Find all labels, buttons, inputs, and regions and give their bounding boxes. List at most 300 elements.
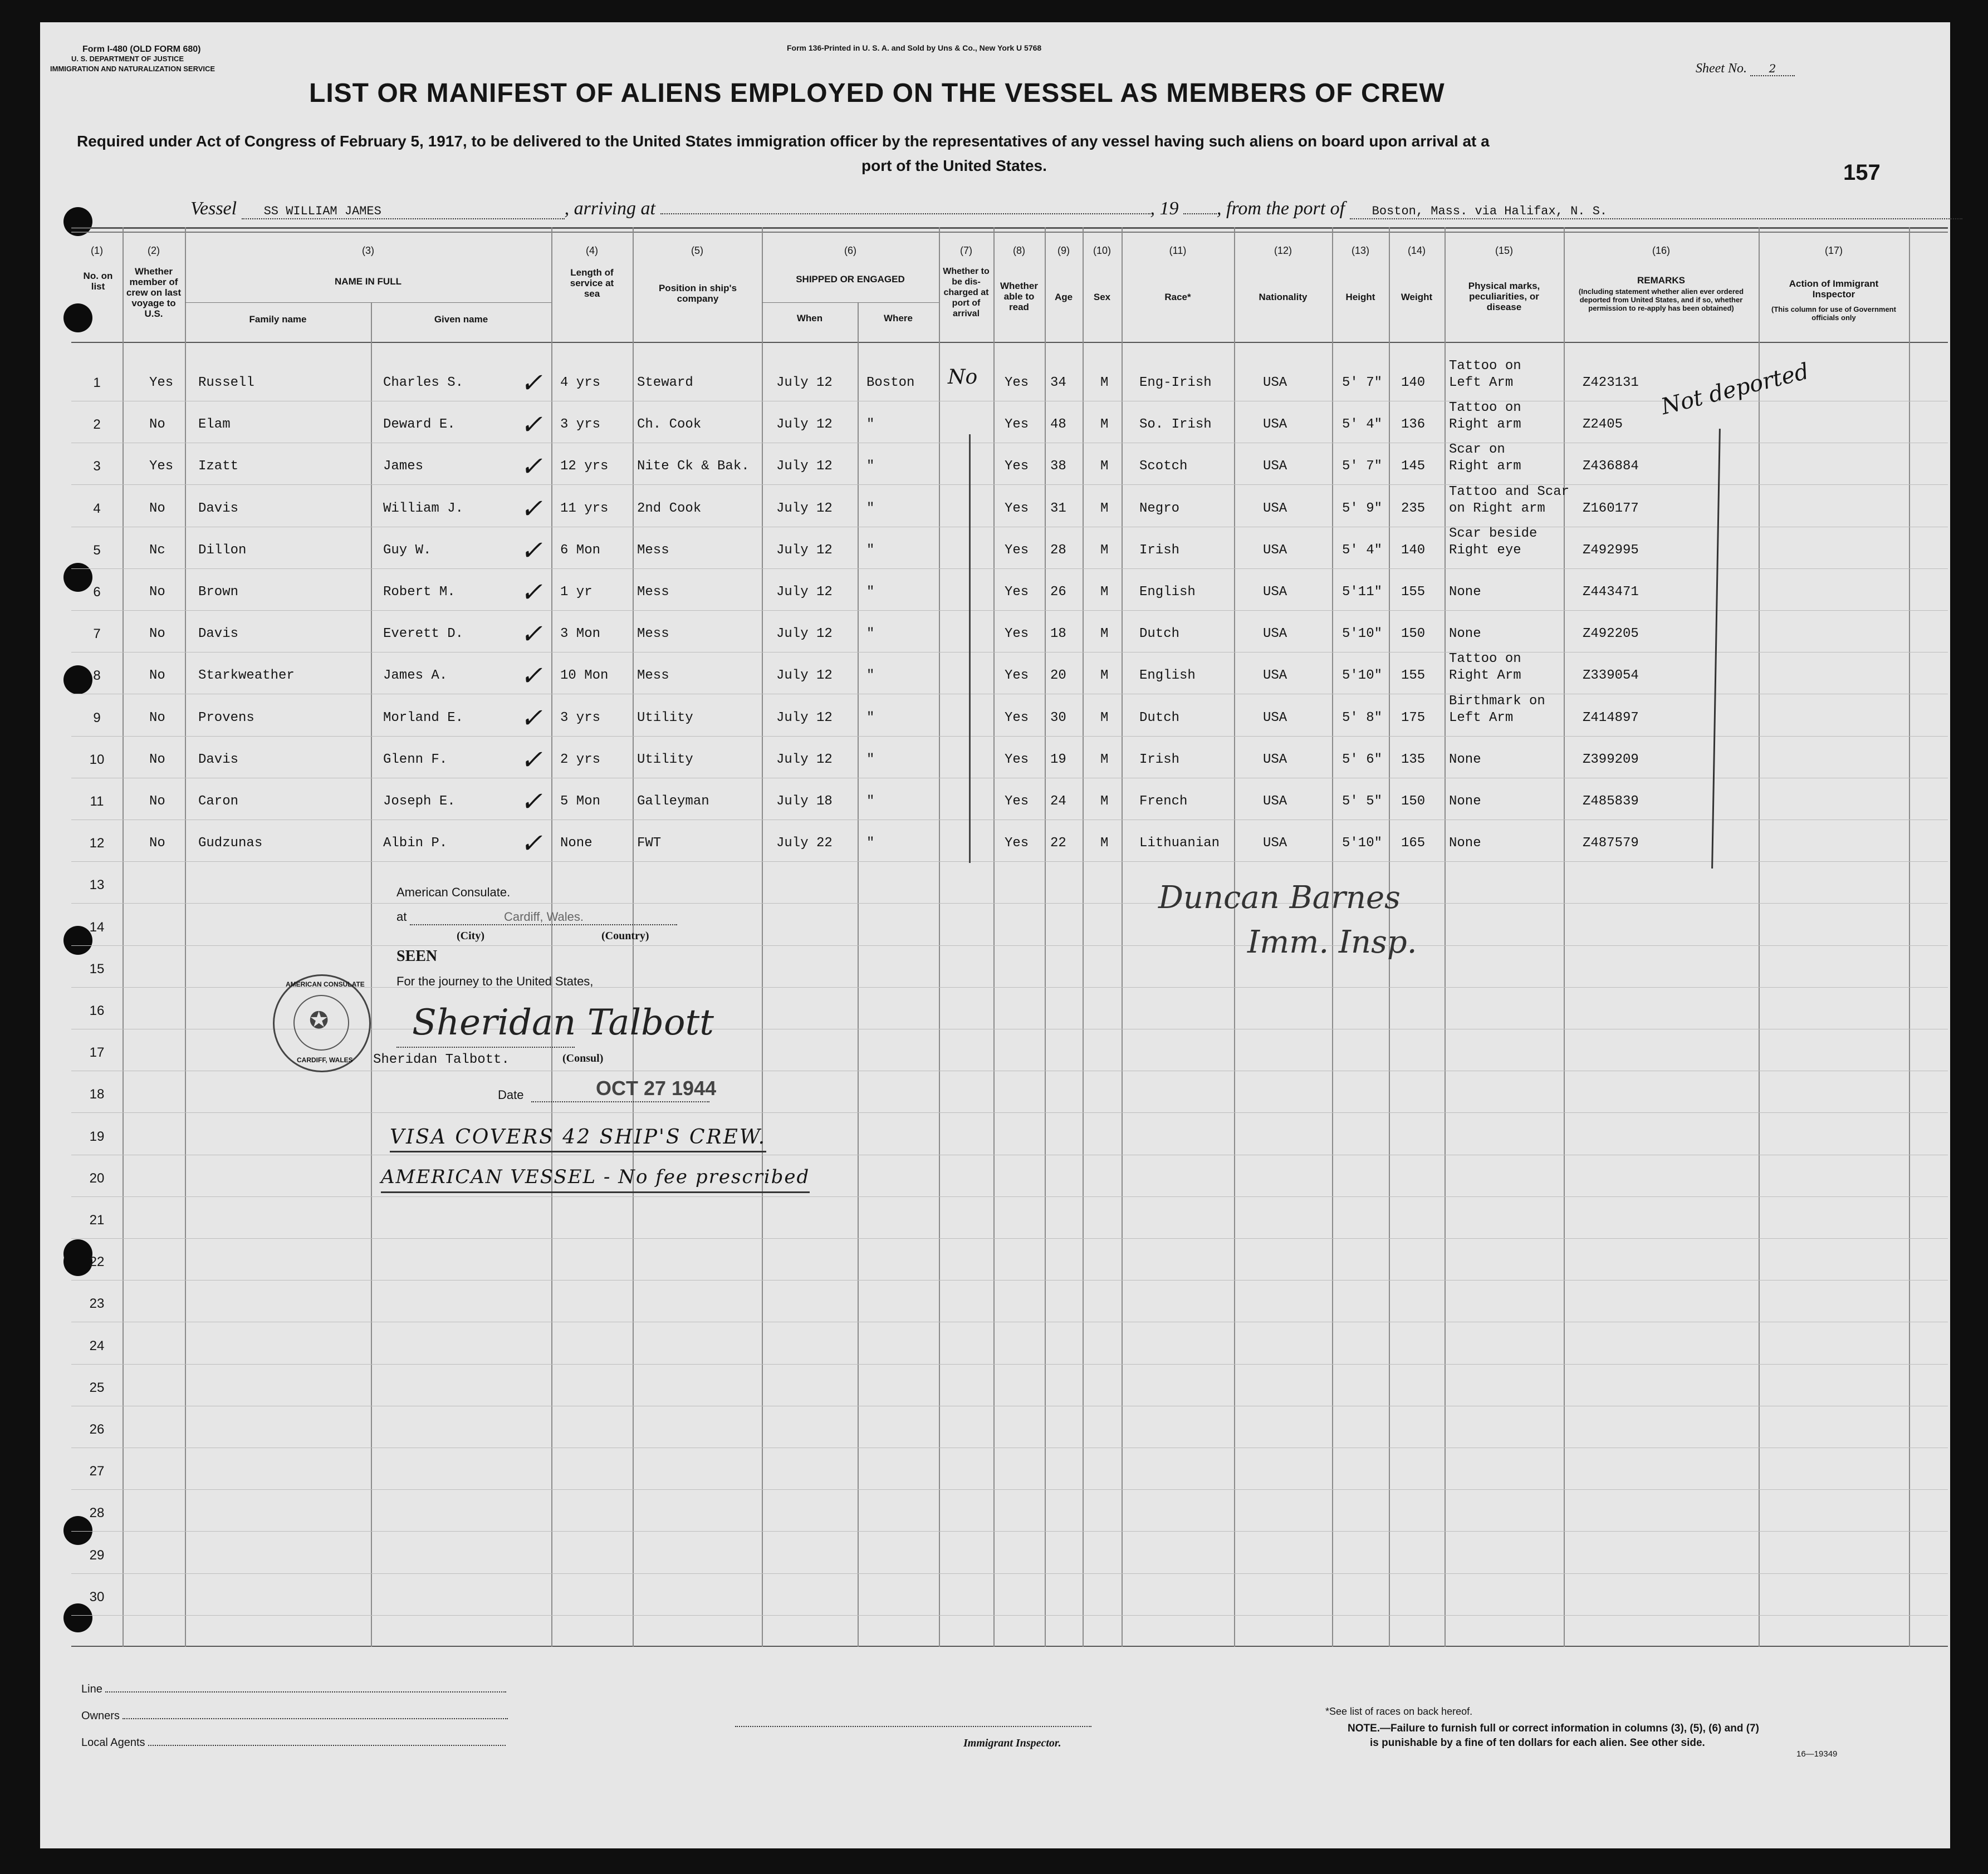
family-name: Davis [198, 626, 239, 642]
col-13-header: Height [1345, 292, 1375, 302]
shipped-when: July 18 [776, 794, 833, 809]
row-rule [71, 1531, 1948, 1532]
age: 20 [1050, 668, 1066, 684]
col-2-number: (2) [148, 245, 160, 256]
physical-marks-line-2: Right Arm [1449, 668, 1521, 684]
col-16-header: REMARKS [1637, 275, 1685, 286]
col-6-number: (6) [844, 245, 856, 256]
race: Scotch [1139, 459, 1188, 474]
family-name: Russell [198, 375, 254, 390]
remarks: Z160177 [1583, 501, 1639, 516]
given-name: James A. [383, 668, 448, 684]
city-label: (City) [457, 930, 484, 942]
col-9-header: Age [1054, 292, 1073, 302]
height: 5' 7" [1342, 459, 1383, 474]
race: Negro [1139, 501, 1180, 516]
check-mark-icon: ✓ [520, 619, 543, 650]
family-name: Davis [198, 752, 239, 767]
col-17-subheader: (This column for use of Government officials only [1771, 305, 1896, 322]
family-name: Davis [198, 501, 239, 516]
row-rule [71, 736, 1948, 737]
physical-marks-line-2: Left Arm [1449, 375, 1514, 390]
table-bottom-rule [71, 1646, 1948, 1647]
whether-last-voyage: No [149, 836, 165, 851]
line-number: 16 [89, 1003, 105, 1018]
race: Irish [1139, 752, 1180, 767]
height: 5'10" [1342, 836, 1383, 851]
inspector-title: Imm. Insp. [1247, 924, 1417, 960]
check-mark-icon: ✓ [520, 493, 543, 524]
line-number: 10 [89, 752, 105, 767]
race: Dutch [1139, 710, 1180, 725]
line-number: 2 [93, 417, 101, 433]
col-3-given-header: Given name [434, 314, 488, 325]
shipped-when: July 12 [776, 501, 833, 516]
col-11-number: (11) [1169, 245, 1187, 256]
whether-last-voyage: No [149, 794, 165, 809]
line-label: Line [81, 1683, 102, 1695]
whether-last-voyage: No [149, 752, 165, 767]
col-divider [1234, 227, 1235, 1647]
consulate-seal [273, 974, 371, 1072]
nationality: USA [1263, 626, 1287, 642]
arriving-label: , arriving at [564, 198, 655, 219]
check-mark-icon: ✓ [520, 702, 543, 734]
line-number: 22 [89, 1254, 105, 1270]
ship-position: Mess [637, 626, 669, 642]
physical-marks-line-1: Tattoo on [1449, 359, 1521, 374]
at-label: at [396, 910, 407, 924]
physical-marks-line-2: None [1449, 794, 1481, 809]
col-divider [185, 227, 186, 1647]
sex: M [1100, 375, 1109, 390]
sex: M [1100, 542, 1109, 558]
able-to-read: Yes [1005, 585, 1029, 600]
whether-last-voyage: Nc [149, 542, 165, 558]
height: 5' 7" [1342, 375, 1383, 390]
form-code: 16—19349 [1796, 1749, 1838, 1759]
age: 19 [1050, 752, 1066, 767]
weight: 175 [1401, 710, 1426, 725]
col-9-number: (9) [1057, 245, 1070, 256]
weight: 155 [1401, 668, 1426, 684]
remarks: Z436884 [1583, 459, 1639, 474]
col-5-header: Position in ship's company [658, 283, 737, 304]
shipped-where: " [866, 836, 875, 851]
col-divider [939, 227, 940, 1647]
race: So. Irish [1139, 417, 1212, 433]
check-mark-icon: ✓ [520, 451, 543, 483]
row-rule [71, 568, 1948, 569]
check-mark-icon: ✓ [520, 660, 543, 692]
col-4-number: (4) [586, 245, 598, 256]
line-number: 11 [90, 794, 104, 809]
col-divider [762, 227, 763, 1647]
col-6-where-header: Where [884, 313, 913, 323]
height: 5'10" [1342, 626, 1383, 642]
col-7-header: Whether to be dis-charged at port of arrival [943, 267, 990, 318]
family-name: Brown [198, 585, 239, 600]
length-of-service: 10 Mon [560, 668, 609, 684]
given-name: William J. [383, 501, 464, 516]
family-name: Caron [198, 794, 239, 809]
row-rule [71, 1280, 1948, 1281]
check-mark-icon: ✓ [520, 409, 543, 441]
height: 5' 4" [1342, 542, 1383, 558]
race: English [1139, 668, 1196, 684]
check-mark-icon: ✓ [520, 744, 543, 776]
shipped-where: Boston [866, 375, 915, 390]
given-name: Deward E. [383, 417, 456, 433]
footer-agents-label [81, 1735, 506, 1749]
line-number: 14 [89, 919, 105, 935]
height: 5' 6" [1342, 752, 1383, 767]
line-number: 9 [93, 710, 101, 725]
date-line [531, 1101, 709, 1102]
line-number: 28 [89, 1505, 105, 1521]
length-of-service: 5 Mon [560, 794, 601, 809]
nationality: USA [1263, 501, 1287, 516]
consul-name: Sheridan Talbott. [373, 1052, 510, 1067]
family-name: Starkweather [198, 668, 295, 684]
line-number: 6 [93, 585, 101, 600]
height: 5' 4" [1342, 417, 1383, 433]
physical-marks-line-1: Scar on [1449, 442, 1505, 458]
length-of-service: 2 yrs [560, 752, 601, 767]
age: 26 [1050, 585, 1066, 600]
given-name: Morland E. [383, 710, 464, 725]
race: Eng-Irish [1139, 375, 1212, 390]
ship-position: Utility [637, 752, 693, 767]
line-number: 18 [89, 1087, 105, 1102]
sex: M [1100, 710, 1109, 725]
col-divider [1759, 227, 1760, 1647]
remarks: Z487579 [1583, 836, 1639, 851]
able-to-read: Yes [1005, 417, 1029, 433]
sex: M [1100, 752, 1109, 767]
col-divider [1083, 227, 1084, 1647]
able-to-read: Yes [1005, 668, 1029, 684]
shipped-where: " [866, 501, 875, 516]
nationality: USA [1263, 375, 1287, 390]
consulate-place: Cardiff, Wales. [410, 910, 677, 925]
age: 31 [1050, 501, 1066, 516]
physical-marks-line-2: Left Arm [1449, 710, 1514, 725]
row-rule [71, 652, 1948, 653]
agents-value [148, 1735, 506, 1746]
weight: 140 [1401, 375, 1426, 390]
remarks: Z399209 [1583, 752, 1639, 767]
nationality: USA [1263, 752, 1287, 767]
inspector-label: Immigrant Inspector. [963, 1737, 1061, 1749]
line-number: 13 [89, 877, 105, 893]
age: 30 [1050, 710, 1066, 725]
col-13-number: (13) [1351, 245, 1369, 256]
consulate-stamp [273, 885, 752, 1119]
col-divider [123, 227, 124, 1647]
physical-marks-line-1: Tattoo on [1449, 651, 1521, 667]
shipped-when: July 12 [776, 375, 833, 390]
col-14-number: (14) [1407, 245, 1426, 256]
col-divider [1445, 227, 1446, 1647]
age: 28 [1050, 542, 1066, 558]
row-rule [71, 1489, 1948, 1490]
physical-marks-line-2: Right eye [1449, 542, 1521, 558]
age: 34 [1050, 375, 1066, 390]
line-number: 25 [89, 1380, 105, 1395]
col-divider [1909, 227, 1910, 1647]
sex: M [1100, 585, 1109, 600]
given-name: Albin P. [383, 836, 448, 851]
consul-label: (Consul) [562, 1052, 604, 1064]
seal-bottom-text: CARDIFF, WALES [297, 1056, 353, 1064]
shipped-where: " [866, 668, 875, 684]
age: 24 [1050, 794, 1066, 809]
owners-value [123, 1708, 508, 1719]
length-of-service: 12 yrs [560, 459, 609, 474]
ship-position: Mess [637, 542, 669, 558]
weight: 135 [1401, 752, 1426, 767]
visa-note: VISA COVERS 42 SHIP'S CREW. [390, 1126, 766, 1152]
department: U. S. DEPARTMENT OF JUSTICE [71, 55, 184, 63]
seal-eagle-icon: ✪ [309, 1008, 329, 1034]
col-5-number: (5) [691, 245, 703, 256]
ship-position: Galleyman [637, 794, 709, 809]
line-number: 19 [89, 1129, 105, 1144]
line-number: 17 [89, 1045, 105, 1061]
vessel-line [190, 198, 1962, 219]
given-name: James [383, 459, 424, 474]
length-of-service: 3 yrs [560, 417, 601, 433]
country-label: (Country) [601, 930, 649, 942]
sex: M [1100, 836, 1109, 851]
length-of-service: 6 Mon [560, 542, 601, 558]
page-number: 157 [1843, 160, 1881, 185]
row-rule [71, 1364, 1948, 1365]
header-bottom-rule [71, 342, 1948, 343]
weight: 165 [1401, 836, 1426, 851]
ship-position: Mess [637, 668, 669, 684]
nationality: USA [1263, 668, 1287, 684]
seen-label: SEEN [396, 948, 438, 965]
arriving-value [660, 199, 1150, 214]
physical-marks-line-2: None [1449, 585, 1481, 600]
ship-position: Steward [637, 375, 693, 390]
age: 38 [1050, 459, 1066, 474]
shipped-where: " [866, 752, 875, 767]
physical-marks-line-1: Birthmark on [1449, 693, 1545, 709]
height: 5'11" [1342, 585, 1383, 600]
date-value: OCT 27 1944 [596, 1077, 717, 1100]
shipped-where: " [866, 459, 875, 474]
col-12-number: (12) [1274, 245, 1292, 256]
col-1-header: No. on list [83, 271, 113, 292]
check-mark-icon: ✓ [520, 577, 543, 608]
able-to-read: Yes [1005, 459, 1029, 474]
port-value: Boston, Mass. via Halifax, N. S. [1350, 204, 1962, 219]
col-3-family-header: Family name [249, 314, 307, 325]
whether-last-voyage: Yes [149, 375, 174, 390]
ship-position: FWT [637, 836, 662, 851]
col-divider [1122, 227, 1123, 1647]
date-label: Date [498, 1088, 524, 1102]
agents-label: Local Agents [81, 1736, 145, 1749]
check-mark-icon: ✓ [520, 534, 543, 566]
physical-marks-line-1: Tattoo on [1449, 400, 1521, 416]
line-number: 5 [93, 542, 101, 558]
owners-label: Owners [81, 1710, 120, 1722]
col-divider [1045, 227, 1046, 1647]
weight: 136 [1401, 417, 1426, 433]
inspector-signature: Duncan Barnes [1158, 880, 1401, 916]
nationality: USA [1263, 417, 1287, 433]
consulate-line: American Consulate. [396, 885, 511, 899]
note-line-2: is punishable by a fine of ten dollars for each alien. See other side. [1370, 1737, 1705, 1749]
ship-position: Utility [637, 710, 693, 725]
physical-marks-line-2: Right arm [1449, 417, 1521, 433]
whether-last-voyage: No [149, 626, 165, 642]
ship-position: 2nd Cook [637, 501, 702, 516]
col-6-when-header: When [796, 313, 823, 323]
row-rule [71, 1196, 1948, 1197]
port-label: , from the port of [1217, 198, 1345, 219]
weight: 145 [1401, 459, 1426, 474]
col-1-number: (1) [91, 245, 103, 256]
line-number: 8 [93, 668, 101, 684]
shipped-when: July 12 [776, 542, 833, 558]
race: Irish [1139, 542, 1180, 558]
given-name: Charles S. [383, 375, 464, 390]
row-rule [71, 1238, 1948, 1239]
discharged-ditto-line [969, 434, 971, 863]
consul-signature: Sheridan Talbott [412, 1002, 714, 1043]
col-3-header: NAME IN FULL [335, 276, 401, 287]
line-number: 1 [93, 375, 101, 390]
col-8-header: Whether able to read [1000, 281, 1038, 312]
able-to-read: Yes [1005, 542, 1029, 558]
col-4-header: Length of service at sea [570, 267, 614, 299]
vessel-label: Vessel [190, 198, 237, 219]
able-to-read: Yes [1005, 626, 1029, 642]
physical-marks-line-2: None [1449, 836, 1481, 851]
year-label: , 19 [1150, 198, 1179, 219]
height: 5' 5" [1342, 794, 1383, 809]
race: English [1139, 585, 1196, 600]
line-number: 29 [89, 1547, 105, 1563]
physical-marks-line-1: Tattoo and Scar [1449, 484, 1570, 499]
journey-label: For the journey to the United States, [396, 974, 594, 988]
shipped-when: July 12 [776, 710, 833, 725]
consul-signature-line [396, 1047, 575, 1048]
shipped-where: " [866, 710, 875, 725]
able-to-read: Yes [1005, 501, 1029, 516]
able-to-read: Yes [1005, 710, 1029, 725]
sheet-number: 2 [1750, 62, 1795, 76]
family-name: Izatt [198, 459, 239, 474]
line-number: 12 [89, 836, 105, 851]
nationality: USA [1263, 710, 1287, 725]
whether-last-voyage: No [149, 585, 165, 600]
physical-marks-line-1: Scar beside [1449, 526, 1537, 541]
line-number: 4 [93, 501, 101, 516]
check-mark-icon: ✓ [520, 786, 543, 817]
weight: 150 [1401, 794, 1426, 809]
line-number: 20 [89, 1170, 105, 1186]
sheet-number-label [1696, 61, 1795, 76]
whether-last-voyage: No [149, 710, 165, 725]
length-of-service: 3 Mon [560, 626, 601, 642]
consulate-at [396, 910, 677, 925]
remarks: Z485839 [1583, 794, 1639, 809]
shipped-where: " [866, 417, 875, 433]
row-rule [71, 861, 1948, 862]
height: 5' 8" [1342, 710, 1383, 725]
shipped-where: " [866, 626, 875, 642]
sex: M [1100, 501, 1109, 516]
remarks: Z2405 [1583, 417, 1623, 433]
remarks: Z414897 [1583, 710, 1639, 725]
physical-marks-line-2: Right arm [1449, 459, 1521, 474]
line-number: 23 [89, 1296, 105, 1312]
col-12-header: Nationality [1259, 292, 1308, 302]
page-title: LIST OR MANIFEST OF ALIENS EMPLOYED ON THE VESSEL AS MEMBERS OF CREW [309, 79, 1445, 108]
shipped-when: July 12 [776, 585, 833, 600]
nationality: USA [1263, 836, 1287, 851]
col-15-number: (15) [1495, 245, 1513, 256]
length-of-service: 4 yrs [560, 375, 601, 390]
whether-last-voyage: Yes [149, 459, 174, 474]
service: IMMIGRATION AND NATURALIZATION SERVICE [50, 65, 216, 73]
races-note: *See list of races on back hereof. [1325, 1706, 1473, 1717]
whether-last-voyage: No [149, 417, 165, 433]
col-14-header: Weight [1401, 292, 1433, 302]
age: 48 [1050, 417, 1066, 433]
form-number: Form I-480 (OLD FORM 680) [82, 45, 201, 54]
col-10-header: Sex [1093, 292, 1111, 302]
row-rule [71, 610, 1948, 611]
shipped-where: " [866, 542, 875, 558]
shipped-where: " [866, 585, 875, 600]
sex: M [1100, 459, 1109, 474]
year-value [1183, 199, 1217, 214]
line-number: 21 [89, 1213, 105, 1228]
ship-position: Ch. Cook [637, 417, 702, 433]
family-name: Dillon [198, 542, 247, 558]
shipped-where: " [866, 794, 875, 809]
given-name: Robert M. [383, 585, 456, 600]
row-rule [71, 1615, 1948, 1616]
weight: 155 [1401, 585, 1426, 600]
remarks: Z492995 [1583, 542, 1639, 558]
length-of-service: 1 yr [560, 585, 593, 600]
age: 18 [1050, 626, 1066, 642]
line-number: 15 [89, 961, 105, 977]
sex: M [1100, 626, 1109, 642]
sheet-label: Sheet No. [1696, 61, 1747, 76]
row-rule [71, 484, 1948, 485]
line-value [105, 1681, 506, 1693]
given-name: Glenn F. [383, 752, 448, 767]
discharge-status: No [948, 366, 978, 389]
footer-line-label [81, 1681, 506, 1696]
given-name: Everett D. [383, 626, 464, 642]
footer-owners-label [81, 1708, 508, 1723]
col-divider [993, 227, 995, 1647]
shipped-when: July 22 [776, 836, 833, 851]
able-to-read: Yes [1005, 836, 1029, 851]
line-number: 24 [89, 1338, 105, 1353]
line-number: 27 [89, 1464, 105, 1479]
